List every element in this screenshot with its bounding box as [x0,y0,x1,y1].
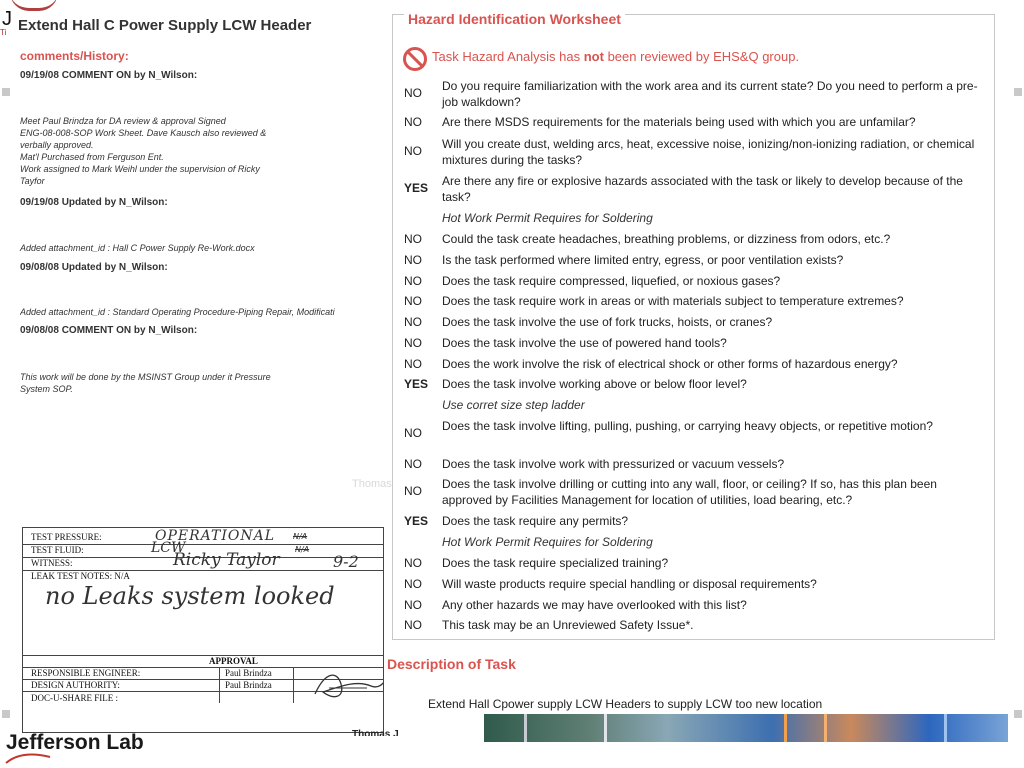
witness-signature: Ricky Taylor [173,550,280,570]
form-column-divider [293,667,294,703]
hazard-answer: NO [404,598,422,612]
description-heading: Description of Task [387,656,516,672]
jlab-logo-sub: Ti [0,28,7,37]
na-mark: N/A [293,532,308,541]
hazard-question: Does the task involve drilling or cutting into any wall, floor, or ceiling? If so, has this plan been approved by Facilities Management for location of utilities, load bearing, etc.? [442,477,937,507]
hazard-question: Could the task create headaches, breathing problems, or dizziness from odors, etc.? [442,232,891,246]
hazard-question: Does the work involve the risk of electrical shock or other forms of hazardous energy? [442,357,898,371]
design-authority-label: DESIGN AUTHORITY: [31,680,120,690]
hazard-mitigation-note: Hot Work Permit Requires for Soldering [442,211,653,225]
hazard-question: Are there any fire or explosive hazards associated with the task or likely to develop because of the task? [442,174,963,204]
hazard-question: Any other hazards we may have overlooked with this list? [442,598,747,612]
history-entry-note: Meet Paul Brindza for DA review & approval Signed ENG-08-008-SOP Work Sheet. Dave Kausch also reviewed & verbally approved. Mat'l Purchased from Ferguson Ent. Work assigned to Mark Weihl under the supervision of Ricky Tayfor [20,116,267,186]
hazard-answer: NO [404,115,422,129]
task-title: Extend Hall C Power Supply LCW Header [18,17,312,34]
hazard-answer: NO [404,253,422,267]
form-divider [23,655,383,656]
test-pressure-value: OPERATIONAL [155,528,276,544]
hazard-answer: NO [404,232,422,246]
history-entry-note: Added attachment_id : Standard Operating Procedure-Piping Repair, Modificati [20,307,335,317]
hazard-question: Does the task require any permits? [442,514,629,528]
hazard-answer: NO [404,144,422,158]
form-column-divider [219,667,220,703]
slide-edge-marker [2,88,10,96]
leak-test-form [22,527,384,733]
photo-detail [604,714,607,742]
logo-swoosh-icon [4,751,52,765]
leak-notes-label: LEAK TEST NOTES: N/A [31,571,130,581]
hazard-answer: NO [404,484,422,498]
faded-watermark: Thomas [352,478,392,490]
hazard-answer: NO [404,556,422,570]
hazard-question: Does the task involve work with pressurized or vacuum vessels? [442,457,785,471]
hazard-answer: NO [404,618,422,632]
hazard-answer: NO [404,357,422,371]
history-entry-head: 09/19/08 COMMENT ON by N_Wilson: [20,70,198,81]
hazard-mitigation-note: Hot Work Permit Requires for Soldering [442,535,653,549]
slide-edge-marker [1014,710,1022,718]
test-fluid-value: LCW [151,540,186,556]
hazard-mitigation-note: Use corret size step ladder [442,398,585,412]
hazard-answer: YES [404,377,429,391]
hazard-question: Will you create dust, welding arcs, heat, excessive noise, ionizing/non-ionizing radiation, or chemical mixtures during the tasks? [442,137,975,167]
na-mark: N/A [295,545,310,554]
hazard-worksheet-title-wrap [404,11,625,29]
review-warning-text: Task Hazard Analysis has not been reviewed by EHS&Q group. [432,49,800,64]
history-entry-head: 09/08/08 Updated by N_Wilson: [20,262,168,273]
photo-detail [944,714,947,742]
hazard-answer: NO [404,577,422,591]
hazard-worksheet-title: Hazard Identification Worksheet [408,11,621,27]
hazard-question: Does the task require specialized training? [442,556,669,570]
photo-detail [784,714,787,742]
hazard-question: Does the task involve working above or below floor level? [442,377,747,391]
hazard-answer: NO [404,86,422,100]
test-fluid-label: TEST FLUID: [31,545,84,555]
hazard-question: Does the task involve lifting, pulling, pushing, or carrying heavy objects, or repetitive motion? [442,419,933,433]
jlab-logo-letter: J [2,8,12,30]
witness-label: WITNESS: [31,558,73,568]
hazard-question: Will waste products require special handling or disposal requirements? [442,577,817,591]
history-entry-head: 09/19/08 Updated by N_Wilson: [20,197,168,208]
hazard-answer: NO [404,294,422,308]
approval-heading: APPROVAL [209,656,258,666]
presenter-name: Thomas J [352,729,399,736]
test-pressure-label: TEST PRESSURE: [31,532,102,542]
hazard-question: Are there MSDS requirements for the materials being used with which you are unfamilar? [442,115,916,129]
comments-panel [0,0,380,530]
hazard-question: Does the task involve the use of powered hand tools? [442,336,727,350]
jefferson-lab-logo: Jefferson Lab [6,731,144,754]
witness-date: 9-2 [333,552,359,571]
hazard-answer: NO [404,274,422,288]
history-entry-head: 09/08/08 COMMENT ON by N_Wilson: [20,325,198,336]
prohibited-icon [402,46,428,72]
hazard-question: Does the task involve the use of fork trucks, hoists, or cranes? [442,315,773,329]
hazard-answer: YES [404,181,429,195]
hazard-question: Do you require familiarization with the work area and its current state? Do you need to perform a pre-job walkdown? [442,79,978,109]
hazard-answer: NO [404,336,422,350]
logo-arc [10,0,58,11]
engineer-signature [311,668,384,702]
hazard-answer: NO [404,315,422,329]
slide-edge-marker [1014,88,1022,96]
responsible-engineer-name: Paul Brindza [225,668,272,678]
task-description: Extend Hall Cpower supply LCW Headers to supply LCW too new location [428,697,823,711]
hazard-question: This task may be an Unreviewed Safety Issue*. [442,618,694,632]
photo-detail [824,714,827,742]
docushare-label: DOC-U-SHARE FILE : [31,693,118,703]
hazard-answer: YES [404,514,429,528]
design-authority-name: Paul Brindza [225,680,272,690]
responsible-engineer-label: RESPONSIBLE ENGINEER: [31,668,141,678]
history-entry-note: Added attachment_id : Hall C Power Supply Re-Work.docx [20,243,255,253]
slide-edge-marker [2,710,10,718]
history-entry-note: This work will be done by the MSINST Group under it Pressure System SOP. [20,372,271,394]
hazard-question: Does the task require work in areas or with materials subject to temperature extremes? [442,294,904,308]
hazard-answer: NO [404,457,422,471]
photo-detail [524,714,527,742]
hazard-answer: NO [404,426,422,440]
footer-photo-strip [484,714,1008,742]
history-heading: comments/History: [20,49,129,63]
hazard-question: Is the task performed where limited entry, egress, or poor ventilation exists? [442,253,844,267]
hazard-question: Does the task require compressed, liquefied, or noxious gases? [442,274,781,288]
leak-notes-handwriting: no Leaks system looked [45,582,335,610]
